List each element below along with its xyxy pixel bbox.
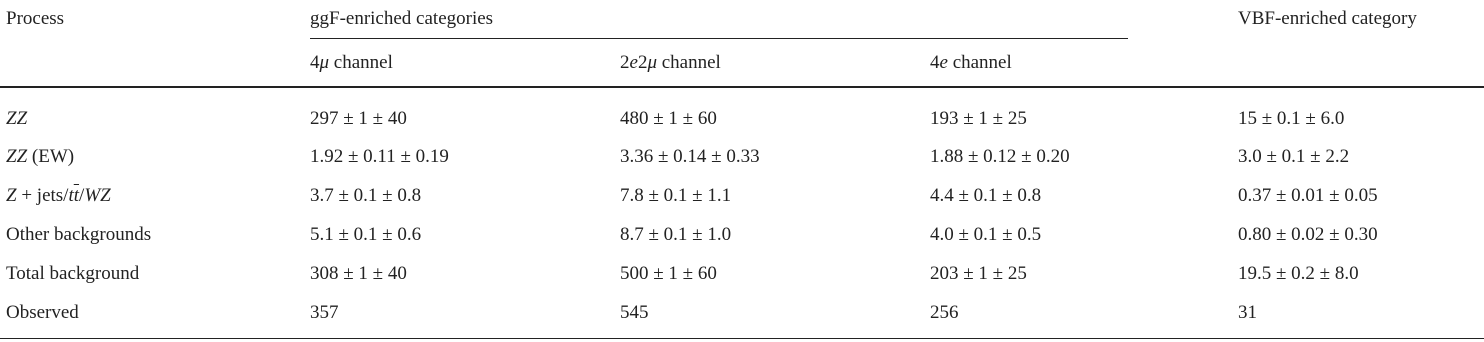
table-cell: 8.7 ± 0.1 ± 1.0 <box>620 224 732 245</box>
row-process-label: ZZ <box>6 108 28 129</box>
table-cell: 308 ± 1 ± 40 <box>310 263 407 284</box>
table-cell: 15 ± 0.1 ± 6.0 <box>1238 108 1345 129</box>
table-cell: 4.4 ± 0.1 ± 0.8 <box>930 185 1042 206</box>
table-cell: 5.1 ± 0.1 ± 0.6 <box>310 224 422 245</box>
zz-symbol: ZZ <box>6 146 28 167</box>
channel-header-4mu: 4μ channel <box>310 52 393 73</box>
table-cell: 480 ± 1 ± 60 <box>620 108 717 129</box>
table-cell: 1.88 ± 0.12 ± 0.20 <box>930 146 1070 167</box>
table-cell: 193 ± 1 ± 25 <box>930 108 1027 129</box>
vbf-group-header: VBF-enriched category <box>1238 8 1417 29</box>
table-cell: 0.37 ± 0.01 ± 0.05 <box>1238 185 1378 206</box>
row-process-label <box>6 146 74 168</box>
ggf-group-underline <box>310 38 1128 39</box>
table-cell: 256 <box>930 302 959 323</box>
row-process-label: Observed <box>6 302 79 323</box>
table-cell: 31 <box>1238 302 1257 323</box>
table-cell: 19.5 ± 0.2 ± 8.0 <box>1238 263 1359 284</box>
ew-suffix: (EW) <box>27 146 75 167</box>
table-cell: 203 ± 1 ± 25 <box>930 263 1027 284</box>
table-cell: 357 <box>310 302 339 323</box>
table-cell: 500 ± 1 ± 60 <box>620 263 717 284</box>
row-process-label: Total background <box>6 263 140 284</box>
table-cell: 3.0 ± 0.1 ± 2.2 <box>1238 146 1350 167</box>
header-rule <box>0 86 1484 88</box>
process-header: Process <box>6 8 65 29</box>
table-cell: 297 ± 1 ± 40 <box>310 108 407 129</box>
table-cell: 3.36 ± 0.14 ± 0.33 <box>620 146 760 167</box>
bottom-rule <box>0 338 1484 339</box>
table-cell: 7.8 ± 0.1 ± 1.1 <box>620 185 732 206</box>
channel-header-4e: 4e channel <box>930 52 1012 73</box>
row-process-label: Z + jets/$t\overline{t}/WZ$ <box>6 185 111 206</box>
table-cell: 4.0 ± 0.1 ± 0.5 <box>930 224 1042 245</box>
ggf-group-header: ggF-enriched categories <box>310 8 494 29</box>
table-cell: 1.92 ± 0.11 ± 0.19 <box>310 146 449 167</box>
row-process-label: Other backgrounds <box>6 224 152 245</box>
channel-header-2e2mu: 2e2μ channel <box>620 52 721 73</box>
table-cell: 3.7 ± 0.1 ± 0.8 <box>310 185 422 206</box>
table-cell: 0.80 ± 0.02 ± 0.30 <box>1238 224 1378 245</box>
table-cell: 545 <box>620 302 649 323</box>
